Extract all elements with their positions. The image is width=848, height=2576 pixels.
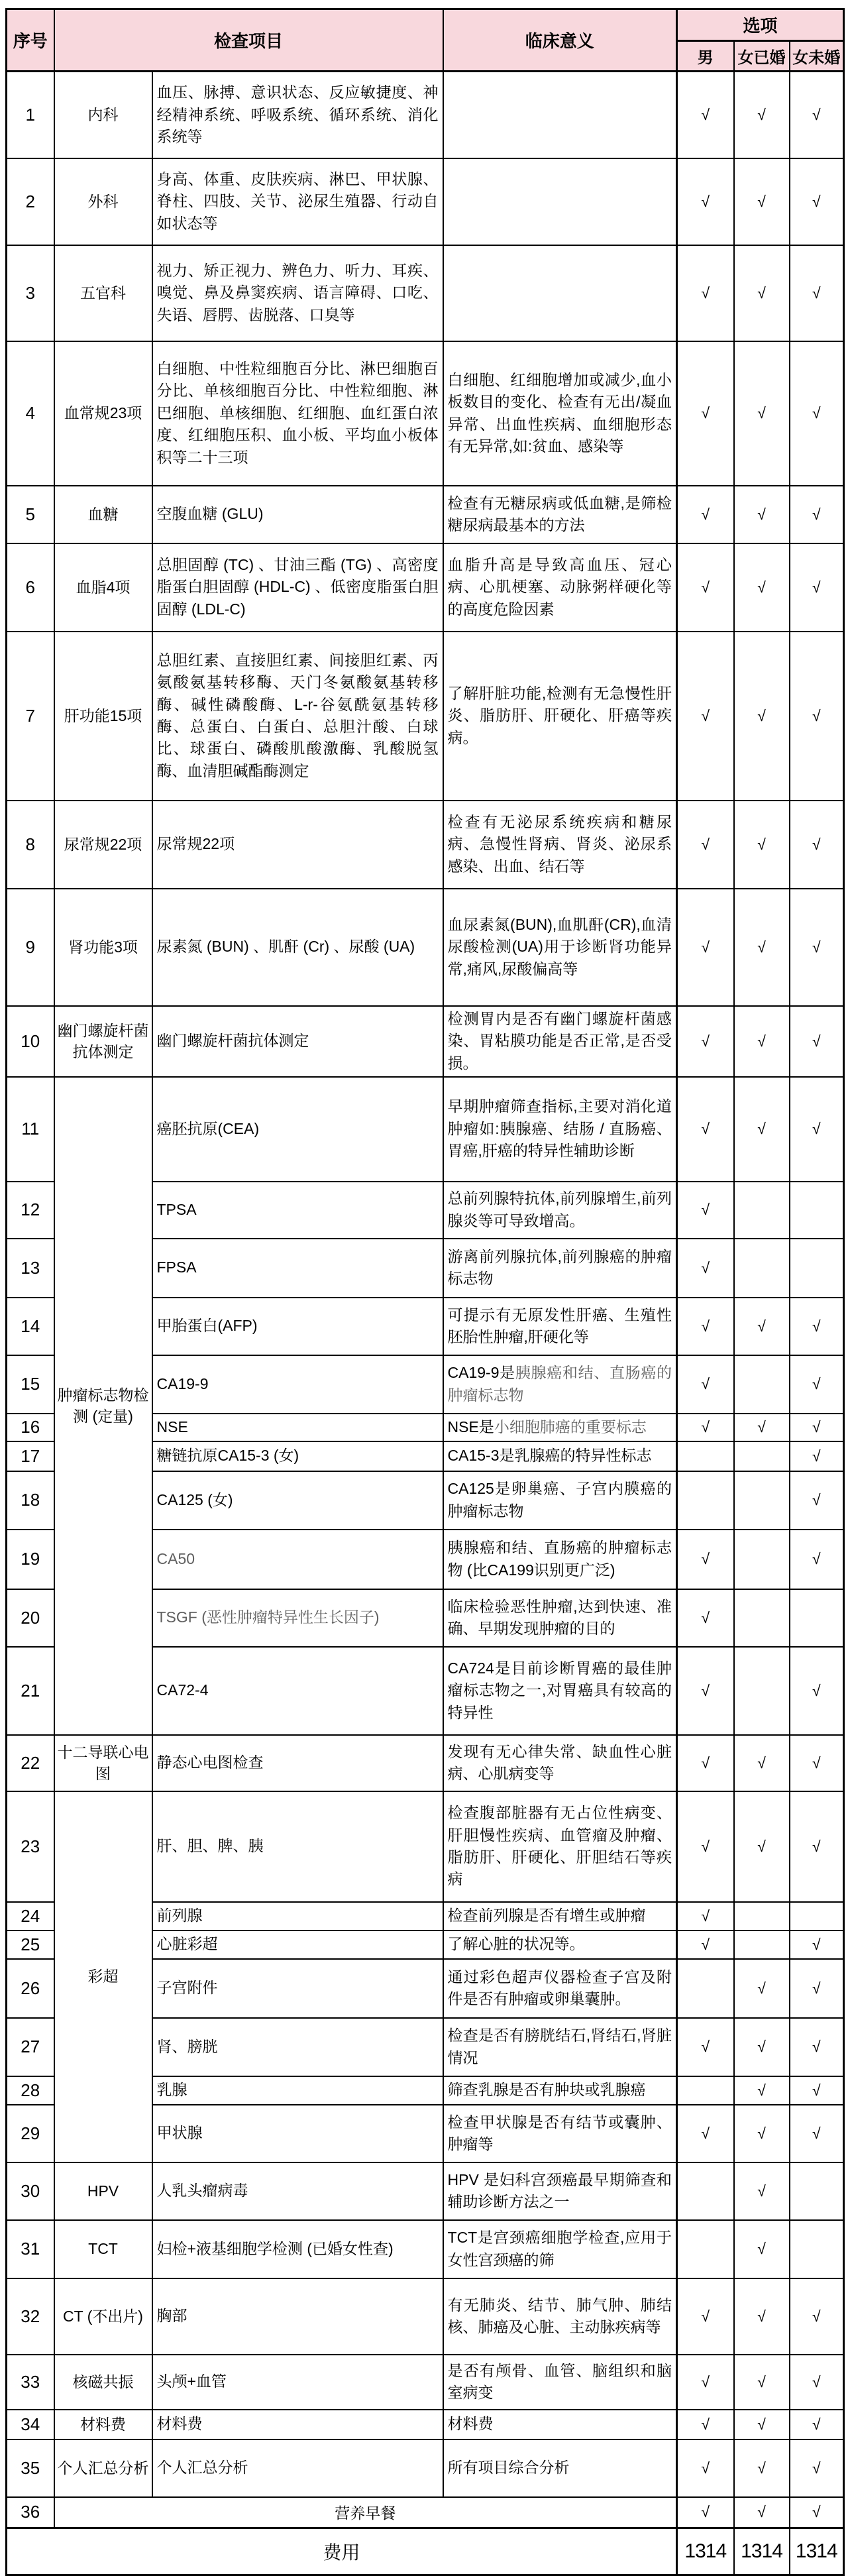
row-number: 10 [7, 1006, 54, 1077]
header-options: 选项 [677, 9, 844, 41]
item-cell: 尿素氮 (BUN) 、肌酐 (Cr) 、尿酸 (UA) [152, 889, 443, 1006]
item-cell: CA19-9 [152, 1355, 443, 1414]
table-row [7, 158, 844, 245]
check-male: √ [677, 2439, 734, 2497]
row-number: 5 [7, 486, 54, 543]
item-cell: NSE [152, 1414, 443, 1441]
check-female-unmarried [790, 1589, 844, 1647]
check-male: √ [677, 1355, 734, 1414]
row-number: 6 [7, 543, 54, 632]
fee-female-unmarried: 1314 [790, 2528, 844, 2575]
fee-female-married: 1314 [734, 2528, 790, 2575]
table-row [7, 1735, 844, 1791]
table-row [7, 486, 844, 543]
clinical-cell: 通过彩色超声仪器检查子宫及附件是否有肿瘤或卵巢囊肿。 [443, 1959, 677, 2018]
row-number: 36 [7, 2497, 54, 2528]
check-female-unmarried: √ [790, 2018, 844, 2076]
clinical-cell: 检查有无泌尿系统疾病和糖尿病、急慢性肾病、肾炎、泌尿系感染、出血、结石等 [443, 801, 677, 889]
check-male: √ [677, 543, 734, 632]
check-female-unmarried: √ [790, 1006, 844, 1077]
check-female-married [734, 1471, 790, 1530]
check-female-married [734, 1902, 790, 1931]
check-male [677, 2162, 734, 2220]
category-cell: HPV [54, 2162, 152, 2220]
table-row [7, 341, 844, 486]
clinical-cell: 游离前列腺抗体,前列腺癌的肿瘤标志物 [443, 1239, 677, 1298]
check-female-married [734, 1182, 790, 1239]
row-number: 4 [7, 341, 54, 486]
check-female-married [734, 1647, 790, 1735]
clinical-cell: CA125是卵巢癌、子宫内膜癌的肿瘤标志物 [443, 1471, 677, 1530]
item-cell: 静态心电图检查 [152, 1735, 443, 1791]
check-male: √ [677, 2105, 734, 2162]
category-cell: 血糖 [54, 486, 152, 543]
category-cell: 个人汇总分析 [54, 2439, 152, 2497]
check-male: √ [677, 486, 734, 543]
check-female-married: √ [734, 1414, 790, 1441]
check-female-married: √ [734, 2355, 790, 2410]
table-row [7, 2497, 844, 2528]
check-female-married: √ [734, 801, 790, 889]
item-cell: 血压、脉搏、意识状态、反应敏捷度、神经精神系统、呼吸系统、循环系统、消化系统等 [152, 72, 443, 158]
item-cell: 头颅+血管 [152, 2355, 443, 2410]
check-male: √ [677, 1006, 734, 1077]
check-female-unmarried [790, 1902, 844, 1931]
clinical-cell [443, 72, 677, 158]
check-female-married: √ [734, 486, 790, 543]
check-female-married: √ [734, 1791, 790, 1902]
check-female-unmarried: √ [790, 2410, 844, 2439]
clinical-cell: 有无肺炎、结节、肺气肿、肺结核、肺癌及心脏、主动脉疾病等 [443, 2278, 677, 2355]
clinical-cell: 血尿素氮(BUN),血肌酐(CR),血清尿酸检测(UA)用于诊断肾功能异常,痛风,尿酸偏高等 [443, 889, 677, 1006]
table-row [7, 1791, 844, 1902]
row-number: 11 [7, 1077, 54, 1182]
check-female-married [734, 1931, 790, 1959]
exam-table [5, 8, 845, 2576]
clinical-text-part: CA19-9是 [447, 1364, 515, 1382]
check-female-unmarried: √ [790, 158, 844, 245]
check-female-married [734, 1589, 790, 1647]
clinical-cell [443, 1355, 677, 1414]
clinical-text-part: 胰腺癌和结、直肠癌的肿瘤标志物 [447, 1364, 672, 1404]
clinical-text-part: NSE是 [447, 1418, 494, 1435]
check-female-married: √ [734, 2105, 790, 2162]
check-female-married: √ [734, 2439, 790, 2497]
check-female-unmarried: √ [790, 1647, 844, 1735]
check-female-married: √ [734, 2410, 790, 2439]
header-row-1 [7, 9, 844, 41]
table-row [7, 2278, 844, 2355]
check-male [677, 2076, 734, 2105]
table-body [7, 72, 844, 2528]
item-cell: 妇检+液基细胞学检测 (已婚女性查) [152, 2220, 443, 2278]
check-male: √ [677, 1077, 734, 1182]
item-cell: 甲状腺 [152, 2105, 443, 2162]
table-row [7, 2220, 844, 2278]
item-cell: 甲胎蛋白(AFP) [152, 1298, 443, 1355]
category-cell: 材料费 [54, 2410, 152, 2439]
check-male [677, 1959, 734, 2018]
check-male: √ [677, 1647, 734, 1735]
row-number: 1 [7, 72, 54, 158]
category-cell: 肿瘤标志物检测 (定量) [54, 1077, 152, 1735]
check-male: √ [677, 2355, 734, 2410]
check-female-unmarried: √ [790, 72, 844, 158]
category-cell: 彩超 [54, 1791, 152, 2162]
table-row [7, 2162, 844, 2220]
check-female-married: √ [734, 2497, 790, 2528]
item-cell: CA72-4 [152, 1647, 443, 1735]
header-seq: 序号 [7, 9, 54, 72]
clinical-cell: 检查前列腺是否有增生或肿瘤 [443, 1902, 677, 1931]
row-number: 26 [7, 1959, 54, 2018]
check-male: √ [677, 801, 734, 889]
check-female-unmarried: √ [790, 1959, 844, 2018]
category-cell: 内科 [54, 72, 152, 158]
row-number: 17 [7, 1441, 54, 1471]
check-female-unmarried: √ [790, 2355, 844, 2410]
table-row [7, 1077, 844, 1182]
check-female-married: √ [734, 2278, 790, 2355]
row-number: 16 [7, 1414, 54, 1441]
check-female-married: √ [734, 2220, 790, 2278]
item-cell: 尿常规22项 [152, 801, 443, 889]
check-female-unmarried: √ [790, 2497, 844, 2528]
category-cell: 尿常规22项 [54, 801, 152, 889]
category-cell: 肾功能3项 [54, 889, 152, 1006]
check-female-married [734, 1530, 790, 1589]
check-male: √ [677, 72, 734, 158]
row-number: 19 [7, 1530, 54, 1589]
item-cell: 胸部 [152, 2278, 443, 2355]
row-number: 7 [7, 632, 54, 801]
clinical-cell: CA724是目前诊断胃癌的最佳肿瘤标志物之一,对胃癌具有较高的特异性 [443, 1647, 677, 1735]
check-female-married: √ [734, 2076, 790, 2105]
table-row [7, 2410, 844, 2439]
clinical-cell: TCT是宫颈癌细胞学检查,应用于女性宫颈癌的筛 [443, 2220, 677, 2278]
table-row [7, 889, 844, 1006]
item-cell: 幽门螺旋杆菌抗体测定 [152, 1006, 443, 1077]
row-number: 9 [7, 889, 54, 1006]
check-female-unmarried: √ [790, 1077, 844, 1182]
check-female-unmarried: √ [790, 801, 844, 889]
check-female-unmarried: √ [790, 245, 844, 341]
item-cell: 子宫附件 [152, 1959, 443, 2018]
category-cell: 血脂4项 [54, 543, 152, 632]
header-male: 男 [677, 41, 734, 72]
item-cell: 乳腺 [152, 2076, 443, 2105]
check-female-married [734, 1441, 790, 1471]
item-cell: TSGF (恶性肿瘤特异性生长因子) [152, 1589, 443, 1647]
row-number: 3 [7, 245, 54, 341]
check-female-married: √ [734, 543, 790, 632]
check-male: √ [677, 2018, 734, 2076]
category-cell: TCT [54, 2220, 152, 2278]
check-male: √ [677, 1589, 734, 1647]
row-number: 2 [7, 158, 54, 245]
clinical-cell [443, 245, 677, 341]
table-row [7, 2355, 844, 2410]
row-number: 28 [7, 2076, 54, 2105]
header-clinical: 临床意义 [443, 9, 677, 72]
category-cell: 外科 [54, 158, 152, 245]
clinical-cell: 早期肿瘤筛查指标,主要对消化道肿瘤如:胰腺癌、结肠 / 直肠癌、胃癌,肝癌的特异性辅助诊断 [443, 1077, 677, 1182]
check-female-unmarried: √ [790, 1441, 844, 1471]
clinical-cell: 总前列腺特抗体,前列腺增生,前列腺炎等可导致增高。 [443, 1182, 677, 1239]
check-female-unmarried: √ [790, 341, 844, 486]
item-cell: 糖链抗原CA15-3 (女) [152, 1441, 443, 1471]
item-cell: 人乳头瘤病毒 [152, 2162, 443, 2220]
check-male: √ [677, 158, 734, 245]
check-female-unmarried: √ [790, 889, 844, 1006]
item-cell: 肾、膀胱 [152, 2018, 443, 2076]
item-cell: 癌胚抗原(CEA) [152, 1077, 443, 1182]
item-cell: 空腹血糖 (GLU) [152, 486, 443, 543]
check-male: √ [677, 1735, 734, 1791]
row-number: 15 [7, 1355, 54, 1414]
item-cell: 心脏彩超 [152, 1931, 443, 1959]
row-number: 8 [7, 801, 54, 889]
header-female-married: 女已婚 [734, 41, 790, 72]
check-female-unmarried: √ [790, 2439, 844, 2497]
clinical-cell: 临床检验恶性肿瘤,达到快速、准确、早期发现肿瘤的目的 [443, 1589, 677, 1647]
row-number: 29 [7, 2105, 54, 2162]
check-male: √ [677, 1530, 734, 1589]
category-cell: 五官科 [54, 245, 152, 341]
merged-cell: 营养早餐 [54, 2497, 677, 2528]
check-female-married: √ [734, 72, 790, 158]
check-female-unmarried: √ [790, 2278, 844, 2355]
category-cell: 肝功能15项 [54, 632, 152, 801]
table-header [7, 9, 844, 72]
clinical-cell [443, 158, 677, 245]
table-row [7, 801, 844, 889]
check-male [677, 1471, 734, 1530]
clinical-text-part: 小细胞肺癌的重要标志 [494, 1418, 647, 1435]
clinical-cell: 检查腹部脏器有无占位性病变、肝胆慢性疾病、血管瘤及肿瘤、脂肪肝、肝硬化、肝胆结石等疾病 [443, 1791, 677, 1902]
check-female-unmarried [790, 2162, 844, 2220]
check-male: √ [677, 2278, 734, 2355]
item-cell: 总胆红素、直接胆红素、间接胆红素、丙氨酸氨基转移酶、天门冬氨酸氨基转移酶、碱性磷酸酶、L-r-谷氨酰氨基转移酶、总蛋白、白蛋白、总胆汁酸、白球比、球蛋白、磷酸肌酸激酶、乳酸脱氢酶、血清胆碱酯酶测定 [152, 632, 443, 801]
check-female-married: √ [734, 1735, 790, 1791]
row-number: 22 [7, 1735, 54, 1791]
check-female-married: √ [734, 2162, 790, 2220]
category-cell: CT (不出片) [54, 2278, 152, 2355]
item-cell: 身高、体重、皮肤疾病、淋巴、甲状腺、脊柱、四肢、关节、泌尿生殖器、行动自如状态等 [152, 158, 443, 245]
clinical-cell: 可提示有无原发性肝癌、生殖性胚胎性肿瘤,肝硬化等 [443, 1298, 677, 1355]
category-cell: 血常规23项 [54, 341, 152, 486]
item-cell: 白细胞、中性粒细胞百分比、淋巴细胞百分比、单核细胞百分比、中性粒细胞、淋巴细胞、单核细胞、红细胞、血红蛋白浓度、红细胞压积、血小板、平均血小板体积等二十三项 [152, 341, 443, 486]
check-female-unmarried [790, 1239, 844, 1298]
table-row [7, 543, 844, 632]
check-female-married: √ [734, 1077, 790, 1182]
item-cell: CA125 (女) [152, 1471, 443, 1530]
check-female-unmarried: √ [790, 1735, 844, 1791]
fee-row [7, 2528, 844, 2575]
table-row [7, 2439, 844, 2497]
clinical-cell: 白细胞、红细胞增加或减少,血小板数目的变化、检查有无出/凝血异常、出血性疾病、血细胞形态有无异常,如:贫血、感染等 [443, 341, 677, 486]
check-female-unmarried: √ [790, 1530, 844, 1589]
item-cell: 个人汇总分析 [152, 2439, 443, 2497]
clinical-cell: 胰腺癌和结、直肠癌的肿瘤标志物 (比CA199识别更广泛) [443, 1530, 677, 1589]
category-cell: 核磁共振 [54, 2355, 152, 2410]
row-number: 24 [7, 1902, 54, 1931]
row-number: 27 [7, 2018, 54, 2076]
check-male: √ [677, 1902, 734, 1931]
row-number: 25 [7, 1931, 54, 1959]
check-female-unmarried: √ [790, 632, 844, 801]
category-cell: 幽门螺旋杆菌抗体测定 [54, 1006, 152, 1077]
row-number: 33 [7, 2355, 54, 2410]
clinical-cell: HPV 是妇科宫颈癌最早期筛查和辅助诊断方法之一 [443, 2162, 677, 2220]
check-male: √ [677, 1182, 734, 1239]
table-row [7, 1006, 844, 1077]
row-number: 23 [7, 1791, 54, 1902]
row-number: 13 [7, 1239, 54, 1298]
row-number: 14 [7, 1298, 54, 1355]
item-cell: FPSA [152, 1239, 443, 1298]
check-female-unmarried: √ [790, 1471, 844, 1530]
fee-label: 费用 [7, 2528, 677, 2575]
check-male: √ [677, 1931, 734, 1959]
check-male: √ [677, 245, 734, 341]
check-female-married: √ [734, 158, 790, 245]
check-female-married: √ [734, 1298, 790, 1355]
check-male: √ [677, 2497, 734, 2528]
row-number: 35 [7, 2439, 54, 2497]
table-row [7, 72, 844, 158]
row-number: 12 [7, 1182, 54, 1239]
check-male: √ [677, 1239, 734, 1298]
clinical-cell: 检查甲状腺是否有结节或囊肿、肿瘤等 [443, 2105, 677, 2162]
check-male: √ [677, 341, 734, 486]
check-female-unmarried: √ [790, 543, 844, 632]
table-row [7, 632, 844, 801]
check-female-unmarried: √ [790, 1791, 844, 1902]
check-female-married: √ [734, 1006, 790, 1077]
clinical-cell: 检查有无糖尿病或低血糖,是筛检糖尿病最基本的方法 [443, 486, 677, 543]
check-female-unmarried: √ [790, 1355, 844, 1414]
check-male [677, 2220, 734, 2278]
clinical-cell: 所有项目综合分析 [443, 2439, 677, 2497]
category-cell: 十二导联心电图 [54, 1735, 152, 1791]
check-female-unmarried [790, 1182, 844, 1239]
check-female-unmarried: √ [790, 2076, 844, 2105]
clinical-cell: CA15-3是乳腺癌的特异性标志 [443, 1441, 677, 1471]
item-cell: 视力、矫正视力、辨色力、听力、耳疾、嗅觉、鼻及鼻窦疾病、语言障碍、口吃、失语、唇腭、齿脱落、口臭等 [152, 245, 443, 341]
clinical-cell: 筛查乳腺是否有肿块或乳腺癌 [443, 2076, 677, 2105]
fee-male: 1314 [677, 2528, 734, 2575]
check-female-married: √ [734, 2018, 790, 2076]
table-footer [7, 2528, 844, 2575]
clinical-cell: 发现有无心律失常、缺血性心脏病、心肌病变等 [443, 1735, 677, 1791]
table-row [7, 245, 844, 341]
check-female-unmarried: √ [790, 2105, 844, 2162]
header-female-unmarried: 女未婚 [790, 41, 844, 72]
check-female-married: √ [734, 889, 790, 1006]
row-number: 21 [7, 1647, 54, 1735]
clinical-cell: 材料费 [443, 2410, 677, 2439]
row-number: 18 [7, 1471, 54, 1530]
clinical-cell [443, 1414, 677, 1441]
row-number: 30 [7, 2162, 54, 2220]
item-cell: TPSA [152, 1182, 443, 1239]
clinical-cell: 检查是否有膀胱结石,肾结石,肾脏情况 [443, 2018, 677, 2076]
check-male: √ [677, 1298, 734, 1355]
item-cell: 总胆固醇 (TC) 、甘油三酯 (TG) 、高密度脂蛋白胆固醇 (HDL-C) 、低密度脂蛋白胆固醇 (LDL-C) [152, 543, 443, 632]
item-cell: CA50 [152, 1530, 443, 1589]
check-female-married: √ [734, 341, 790, 486]
check-female-married [734, 1355, 790, 1414]
header-item: 检查项目 [54, 9, 443, 72]
check-female-unmarried: √ [790, 1931, 844, 1959]
row-number: 32 [7, 2278, 54, 2355]
check-male: √ [677, 2410, 734, 2439]
check-male: √ [677, 889, 734, 1006]
check-male [677, 1441, 734, 1471]
item-cell: 肝、胆、脾、胰 [152, 1791, 443, 1902]
clinical-cell: 了解心脏的状况等。 [443, 1931, 677, 1959]
check-male: √ [677, 1414, 734, 1441]
check-female-married: √ [734, 1959, 790, 2018]
check-female-married [734, 1239, 790, 1298]
item-cell: 前列腺 [152, 1902, 443, 1931]
clinical-cell: 了解肝脏功能,检测有无急慢性肝炎、脂肪肝、肝硬化、肝癌等疾病。 [443, 632, 677, 801]
row-number: 34 [7, 2410, 54, 2439]
check-female-married: √ [734, 632, 790, 801]
item-cell: 材料费 [152, 2410, 443, 2439]
check-female-unmarried [790, 2220, 844, 2278]
clinical-cell: 是否有颅骨、血管、脑组织和脑室病变 [443, 2355, 677, 2410]
check-male: √ [677, 1791, 734, 1902]
check-female-unmarried: √ [790, 1298, 844, 1355]
clinical-cell: 检测胃内是否有幽门螺旋杆菌感染、胃粘膜功能是否正常,是否受损。 [443, 1006, 677, 1077]
check-male: √ [677, 632, 734, 801]
check-female-unmarried: √ [790, 486, 844, 543]
check-female-married: √ [734, 245, 790, 341]
row-number: 20 [7, 1589, 54, 1647]
clinical-cell: 血脂升高是导致高血压、冠心病、心肌梗塞、动脉粥样硬化等的高度危险因素 [443, 543, 677, 632]
row-number: 31 [7, 2220, 54, 2278]
check-female-unmarried: √ [790, 1414, 844, 1441]
